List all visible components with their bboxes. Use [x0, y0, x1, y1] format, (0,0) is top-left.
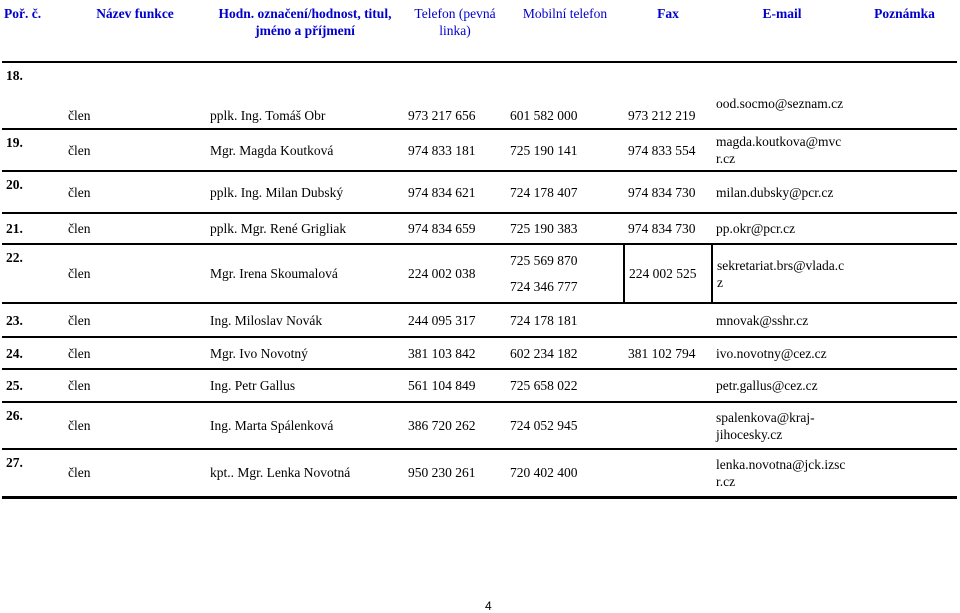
row-number: 22. [2, 244, 64, 303]
header-role: Název funkce [64, 2, 206, 62]
row-fax [624, 303, 712, 337]
row-phone: 974 834 621 [404, 171, 506, 213]
row-note [852, 213, 957, 244]
row-phone: 244 095 317 [404, 303, 506, 337]
row-email[interactable]: lenka.novotna@jck.izscr.cz [712, 449, 852, 497]
table-row [2, 402, 957, 449]
row-role: člen [64, 244, 206, 303]
row-mobile: 725 658 022 [506, 369, 624, 402]
table-row [2, 337, 957, 369]
row-email[interactable]: milan.dubsky@pcr.cz [712, 171, 852, 213]
row-email[interactable]: spalenkova@kraj-jihocesky.cz [712, 402, 852, 449]
table-row [2, 129, 957, 171]
row-number: 27. [2, 449, 64, 497]
row-mobile: 724 178 181 [506, 303, 624, 337]
row-email[interactable]: ivo.novotny@cez.cz [712, 337, 852, 369]
row-name: Mgr. Magda Koutková [206, 129, 404, 171]
row-role: člen [64, 62, 206, 129]
row-role: člen [64, 449, 206, 497]
header-fax: Fax [624, 2, 712, 62]
row-phone: 950 230 261 [404, 449, 506, 497]
row-mobile: 725 190 383 [506, 213, 624, 244]
row-note [852, 303, 957, 337]
row-fax [624, 449, 712, 497]
row-number: 18. [2, 62, 64, 129]
row-fax [624, 402, 712, 449]
row-fax [624, 369, 712, 402]
row-name: pplk. Mgr. René Grigliak [206, 213, 404, 244]
row-number: 24. [2, 337, 64, 369]
row-note [852, 337, 957, 369]
contacts-table [2, 2, 957, 499]
table-row [2, 244, 957, 303]
table-row [2, 213, 957, 244]
table-row [2, 449, 957, 497]
row-mobile-secondary: 724 346 777 [510, 279, 578, 294]
row-mobile: 725 190 141 [506, 129, 624, 171]
table-row [2, 303, 957, 337]
row-fax: 974 834 730 [624, 213, 712, 244]
header-email: E-mail [712, 2, 852, 62]
row-role: člen [64, 171, 206, 213]
row-name: Mgr. Irena Skoumalová [206, 244, 404, 303]
row-mobile: 720 402 400 [506, 449, 624, 497]
row-role: člen [64, 213, 206, 244]
row-name: Ing. Marta Spálenková [206, 402, 404, 449]
row-number: 23. [2, 303, 64, 337]
row-name: pplk. Ing. Tomáš Obr [206, 62, 404, 129]
row-note [852, 402, 957, 449]
header-name: Hodn. označení/hodnost, titul, jméno a příjmení [206, 2, 404, 62]
row-fax: 974 833 554 [624, 129, 712, 171]
row-name: kpt.. Mgr. Lenka Novotná [206, 449, 404, 497]
row-mobile: 601 582 000 [506, 62, 624, 129]
row-mobile: 724 178 407 [506, 171, 624, 213]
table-row [2, 62, 957, 129]
row-role: člen [64, 129, 206, 171]
row-mobile [506, 244, 624, 303]
header-note: Poznámka [852, 2, 957, 62]
table-row [2, 369, 957, 402]
row-phone: 381 103 842 [404, 337, 506, 369]
row-role: člen [64, 303, 206, 337]
page-number: 4 [485, 599, 492, 613]
row-email[interactable]: mnovak@sshr.cz [712, 303, 852, 337]
row-phone: 224 002 038 [404, 244, 506, 303]
row-role: člen [64, 402, 206, 449]
row-mobile: 602 234 182 [506, 337, 624, 369]
row-name: pplk. Ing. Milan Dubský [206, 171, 404, 213]
row-note [852, 449, 957, 497]
row-name: Ing. Petr Gallus [206, 369, 404, 402]
row-email[interactable]: magda.koutkova@mvcr.cz [712, 129, 852, 171]
row-role: člen [64, 369, 206, 402]
row-phone: 974 834 659 [404, 213, 506, 244]
row-phone: 561 104 849 [404, 369, 506, 402]
row-number: 20. [2, 171, 64, 213]
row-mobile: 724 052 945 [506, 402, 624, 449]
table-row [2, 171, 957, 213]
row-fax: 973 212 219 [624, 62, 712, 129]
row-number: 25. [2, 369, 64, 402]
row-email[interactable]: sekretariat.brs@vlada.cz [712, 244, 852, 303]
row-fax: 974 834 730 [624, 171, 712, 213]
row-email[interactable]: ood.socmo@seznam.cz [712, 62, 852, 129]
row-note [852, 244, 957, 303]
header-phone: Telefon (pevná linka) [404, 2, 506, 62]
header-row [2, 2, 957, 62]
row-note [852, 129, 957, 171]
row-mobile-primary: 725 569 870 [510, 253, 578, 268]
row-name: Ing. Miloslav Novák [206, 303, 404, 337]
header-mobile: Mobilní telefon [506, 2, 624, 62]
row-fax: 381 102 794 [624, 337, 712, 369]
row-number: 26. [2, 402, 64, 449]
row-fax: 224 002 525 [624, 244, 712, 303]
row-email[interactable]: pp.okr@pcr.cz [712, 213, 852, 244]
row-note [852, 62, 957, 129]
header-number: Poř. č. [2, 2, 64, 62]
row-name: Mgr. Ivo Novotný [206, 337, 404, 369]
row-note [852, 171, 957, 213]
row-note [852, 369, 957, 402]
row-number: 19. [2, 129, 64, 171]
row-email[interactable]: petr.gallus@cez.cz [712, 369, 852, 402]
row-role: člen [64, 337, 206, 369]
row-phone: 974 833 181 [404, 129, 506, 171]
row-phone: 386 720 262 [404, 402, 506, 449]
row-phone: 973 217 656 [404, 62, 506, 129]
row-number: 21. [2, 213, 64, 244]
